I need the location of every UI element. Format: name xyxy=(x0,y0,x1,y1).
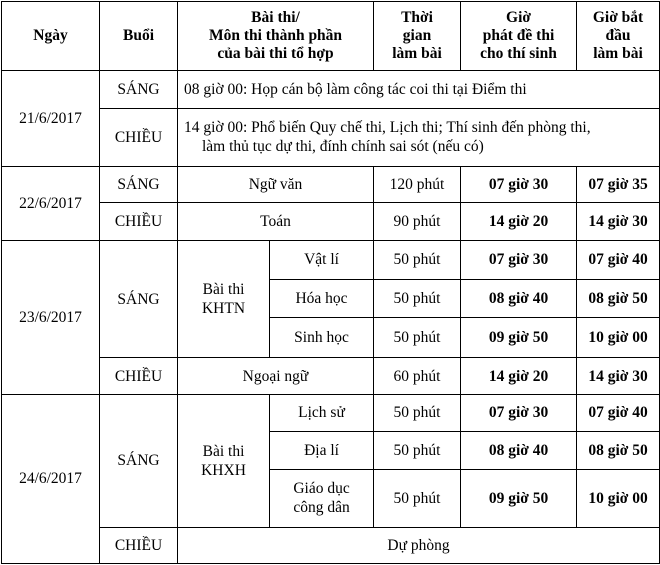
duration-cell: 60 phút xyxy=(374,358,461,394)
header-bai-thi-line: Môn thi thành phần xyxy=(208,27,343,45)
date-cell: 21/6/2017 xyxy=(2,71,100,167)
header-gio-bat-dau xyxy=(577,2,660,71)
duration-cell: 50 phút xyxy=(374,470,461,527)
table-row xyxy=(2,394,660,431)
subject-line: công dân xyxy=(293,499,350,517)
start-time-cell: 07 giờ 40 xyxy=(577,394,660,431)
group-line: KHXH xyxy=(201,461,246,479)
session-cell: SÁNG xyxy=(100,167,178,203)
note-line: làm thủ tục dự thi, đính chính sai sót (nếu có) xyxy=(202,138,484,156)
header-gio-bat-dau-line: làm bài xyxy=(593,45,643,63)
header-gio-phat-line: Giờ xyxy=(506,9,531,27)
table-row xyxy=(2,527,660,563)
group-cell xyxy=(178,394,270,527)
subject-cell: Địa lí xyxy=(270,431,374,469)
date-cell: 23/6/2017 xyxy=(2,240,100,394)
start-time-cell: 14 giờ 30 xyxy=(577,203,660,240)
duration-cell: 120 phút xyxy=(374,167,461,203)
header-ngay: Ngày xyxy=(2,2,100,71)
table-row xyxy=(2,167,660,203)
issue-time-cell: 14 giờ 20 xyxy=(461,358,577,394)
duration-cell: 50 phút xyxy=(374,240,461,279)
subject-line: Giáo dục xyxy=(293,480,350,498)
session-cell: CHIỀU xyxy=(100,527,178,563)
table-row xyxy=(2,71,660,108)
issue-time-cell: 07 giờ 30 xyxy=(461,394,577,431)
note-cell: 08 giờ 00: Họp cán bộ làm công tác coi thi tại Điểm thi xyxy=(178,71,660,108)
group-line: KHTN xyxy=(201,300,246,318)
session-cell: CHIỀU xyxy=(100,203,178,240)
subject-cell: Sinh học xyxy=(270,318,374,358)
note-line: 14 giờ 00: Phổ biến Quy chế thi, Lịch thi; Thí sinh đến phòng thi, xyxy=(184,119,591,137)
issue-time-cell: 08 giờ 40 xyxy=(461,279,577,317)
date-cell: 24/6/2017 xyxy=(2,394,100,563)
subject-cell: Ngoại ngữ xyxy=(178,358,374,394)
start-time-cell: 08 giờ 50 xyxy=(577,431,660,469)
header-buoi: Buổi xyxy=(100,2,178,71)
group-line: Bài thi xyxy=(202,281,245,299)
start-time-cell: 10 giờ 00 xyxy=(577,470,660,527)
subject-cell: Toán xyxy=(178,203,374,240)
issue-time-cell: 09 giờ 50 xyxy=(461,318,577,358)
issue-time-cell: 09 giờ 50 xyxy=(461,470,577,527)
duration-cell: 90 phút xyxy=(374,203,461,240)
table-row xyxy=(2,358,660,394)
issue-time-cell: 07 giờ 30 xyxy=(461,240,577,279)
header-gio-phat xyxy=(461,2,577,71)
header-thoi-gian-line: gian xyxy=(402,27,432,45)
header-thoi-gian-line: Thời xyxy=(401,9,433,27)
issue-time-cell: 07 giờ 30 xyxy=(461,167,577,203)
group-cell xyxy=(178,240,270,358)
header-gio-phat-line: cho thí sinh xyxy=(480,45,557,63)
duration-cell: 50 phút xyxy=(374,279,461,317)
subject-cell: Hóa học xyxy=(270,279,374,317)
issue-time-cell: 14 giờ 20 xyxy=(461,203,577,240)
note-cell xyxy=(178,108,660,166)
start-time-cell: 07 giờ 40 xyxy=(577,240,660,279)
session-cell: CHIỀU xyxy=(100,358,178,394)
header-bai-thi-line: của bài thi tổ hợp xyxy=(217,45,334,63)
start-time-cell: 14 giờ 30 xyxy=(577,358,660,394)
duration-cell: 50 phút xyxy=(374,431,461,469)
table-row xyxy=(2,108,660,166)
start-time-cell: 08 giờ 50 xyxy=(577,279,660,317)
duration-cell: 50 phút xyxy=(374,318,461,358)
header-bai-thi xyxy=(178,2,374,71)
header-gio-bat-dau-line: Giờ bắt xyxy=(592,9,644,27)
header-thoi-gian-line: làm bài xyxy=(392,45,442,63)
header-gio-phat-line: phát đề thi xyxy=(482,27,555,45)
session-cell: SÁNG xyxy=(100,394,178,527)
header-thoi-gian xyxy=(374,2,461,71)
issue-time-cell: 08 giờ 40 xyxy=(461,431,577,469)
header-gio-bat-dau-line: đầu xyxy=(605,27,631,45)
date-cell: 22/6/2017 xyxy=(2,167,100,241)
table-row xyxy=(2,240,660,279)
table-row xyxy=(2,203,660,240)
start-time-cell: 10 giờ 00 xyxy=(577,318,660,358)
exam-schedule-table xyxy=(1,1,660,564)
session-cell: SÁNG xyxy=(100,240,178,358)
subject-cell xyxy=(270,470,374,527)
header-row xyxy=(2,2,660,71)
group-line: Bài thi xyxy=(202,442,245,460)
note-cell: Dự phòng xyxy=(178,527,660,563)
subject-cell: Ngữ văn xyxy=(178,167,374,203)
start-time-cell: 07 giờ 35 xyxy=(577,167,660,203)
session-cell: SÁNG xyxy=(100,71,178,108)
subject-cell: Lịch sử xyxy=(270,394,374,431)
subject-cell: Vật lí xyxy=(270,240,374,279)
duration-cell: 50 phút xyxy=(374,394,461,431)
session-cell: CHIỀU xyxy=(100,108,178,166)
header-bai-thi-line: Bài thi/ xyxy=(251,9,300,27)
